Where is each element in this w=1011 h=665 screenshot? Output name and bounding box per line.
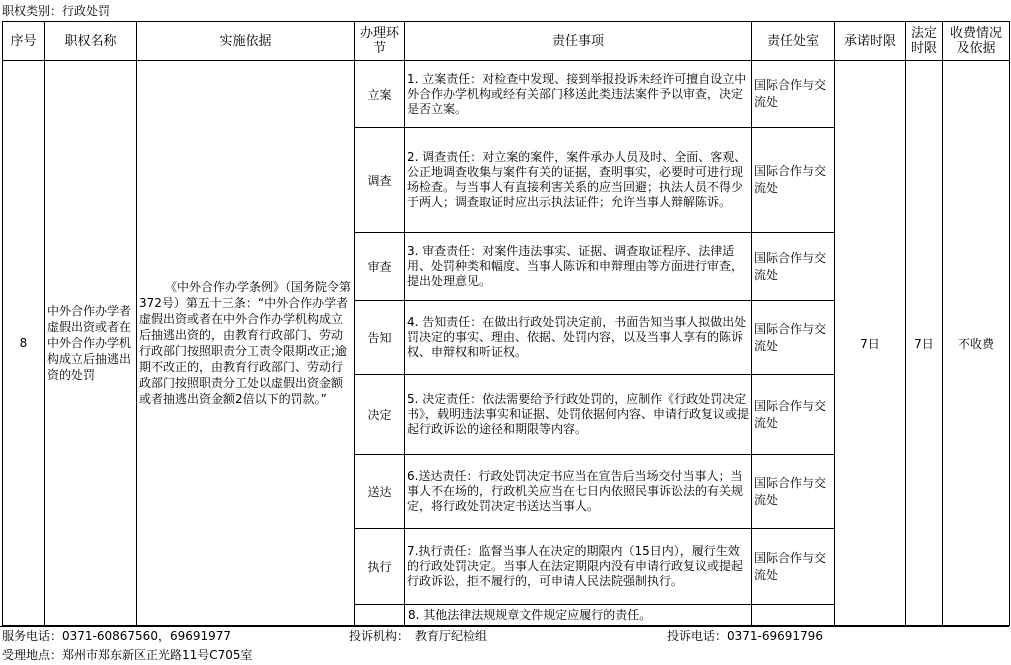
office-text: 国际合作与交流处 <box>752 301 835 375</box>
stage-label: 送达 <box>355 455 405 529</box>
row-power-name: 中外合作办学者虚假出资或者在中外合作办学机构成立后抽逃出资的处罚 <box>45 61 137 626</box>
duty-text: 3. 审查责任：对案件违法事实、证据、调查取证程序、法律适用、处罚种类和幅度、当事人陈诉和申辩理由等方面进行审查，提出处理意见。 <box>405 233 752 301</box>
office-text: 国际合作与交流处 <box>752 233 835 301</box>
duty-text: 4. 告知责任：在做出行政处罚决定前，书面告知当事人拟做出处罚决定的事实、理由、依据、处罚内容，以及当事人享有的陈诉权、申辩权和听证权。 <box>405 301 752 375</box>
header-legal-time: 法定时限 <box>906 22 943 61</box>
footer-contact-line <box>2 627 1009 645</box>
row-seq: 8 <box>3 61 45 626</box>
complaint-org: 投诉机构： 教育厅纪检组 <box>349 629 488 643</box>
office-text: 国际合作与交流处 <box>752 128 835 233</box>
stage-label: 告知 <box>355 301 405 375</box>
stage-label: 立案 <box>355 61 405 128</box>
duty-text: 8. 其他法律法规规章文件规定应履行的责任。 <box>405 605 752 626</box>
duty-text: 7.执行责任：监督当事人在决定的期限内（15日内），履行生效的行政处罚决定。当事人在法定期限内没有申请行政复议或提起行政诉讼，拒不履行的，可申请人民法院强制执行。 <box>405 529 752 605</box>
header-basis: 实施依据 <box>137 22 355 61</box>
service-phone: 服务电话：0371-60867560，69691977 <box>2 629 232 643</box>
legal-time: 7日 <box>906 61 943 626</box>
row-basis: 《中外合作办学条例》（国务院令第372号）第五十三条：“中外合作办学者虚假出资或者在中外合作办学机构成立后抽逃出资的，由教育行政部门、劳动行政部门按照职责分工责令限期改正;逾期不改正的，由教育行政部门、劳动行政部门按照职责分工处以虚假出资金额或者抽逃出资金额2倍以下的罚款。” <box>137 61 355 626</box>
stage-label <box>355 605 405 626</box>
duty-text: 6.送达责任：行政处罚决定书应当在宣告后当场交付当事人；当事人不在场的，行政机关应当在七日内依照民事诉讼法的有关规定，将行政处罚决定书送达当事人。 <box>405 455 752 529</box>
responsibility-table <box>2 21 1010 626</box>
duty-text: 5. 决定责任：依法需要给予行政处罚的，应制作《行政处罚决定书》，载明违法事实和证据、处罚依据何内容、申请行政复议或提起行政诉讼的途径和期限等内容。 <box>405 375 752 455</box>
office-text: 国际合作与交流处 <box>752 61 835 128</box>
header-stage: 办理环节 <box>355 22 405 61</box>
header-promise-time: 承诺时限 <box>835 22 906 61</box>
header-duty: 责任事项 <box>405 22 752 61</box>
complaint-phone: 投诉电话：0371-69691796 <box>667 629 823 643</box>
stage-label: 执行 <box>355 529 405 605</box>
header-office: 责任处室 <box>752 22 835 61</box>
duty-text: 1. 立案责任：对检查中发现、接到举报投诉未经许可擅自设立中外合作办学机构或经有关部门移送此类违法案件予以审查，决定是否立案。 <box>405 61 752 128</box>
stage-label: 调查 <box>355 128 405 233</box>
category-label: 职权类别：行政处罚 <box>2 4 111 18</box>
fee-info: 不收费 <box>943 61 1010 626</box>
office-text: 国际合作与交流处 <box>752 529 835 605</box>
promise-time: 7日 <box>835 61 906 626</box>
office-text <box>752 605 835 626</box>
stage-label: 决定 <box>355 375 405 455</box>
header-row <box>3 22 1010 61</box>
office-text: 国际合作与交流处 <box>752 455 835 529</box>
table-row <box>3 61 1010 128</box>
stage-label: 审查 <box>355 233 405 301</box>
header-seq: 序号 <box>3 22 45 61</box>
office-text: 国际合作与交流处 <box>752 375 835 455</box>
header-fee: 收费情况及依据 <box>943 22 1010 61</box>
address-line: 受理地点：郑州市郑东新区正光路11号C705室 <box>2 648 253 662</box>
duty-text: 2. 调查责任：对立案的案件，案件承办人员及时、全面、客观、公正地调查收集与案件有关的证据，查明事实，必要时可进行现场检查。与当事人有直接利害关系的应当回避；执法人员不得少于两人；调查取证时应出示执法证件；允许当事人辩解陈诉。 <box>405 128 752 233</box>
header-name: 职权名称 <box>45 22 137 61</box>
